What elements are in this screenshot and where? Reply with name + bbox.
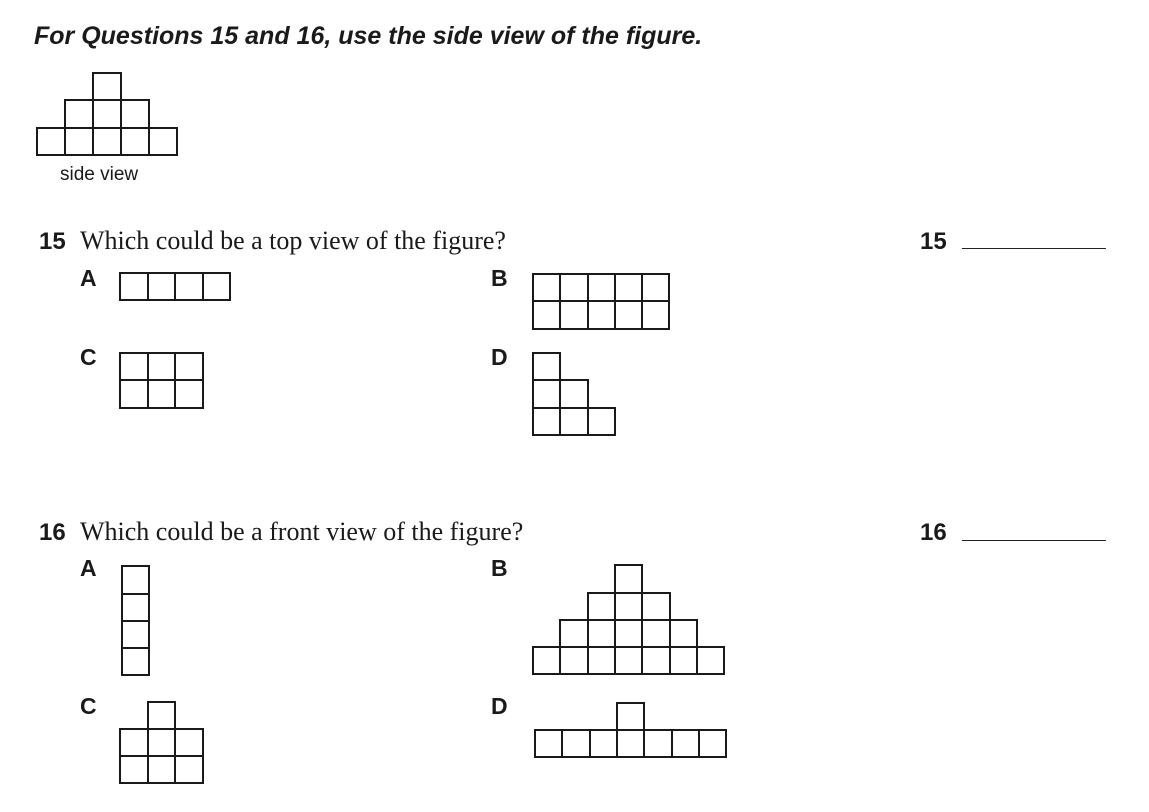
q16-choice-a-label: A (80, 555, 97, 581)
q15-choice-d-figure (533, 353, 615, 435)
q16-choice-c-figure (120, 702, 203, 783)
answer-15-blank[interactable] (962, 248, 1106, 249)
question-16-text: Which could be a front view of the figure? (80, 517, 524, 546)
question-15-text: Which could be a top view of the figure? (80, 226, 506, 255)
q15-choice-c-label: C (80, 344, 97, 370)
q16-choice-a-figure (122, 566, 149, 675)
q15-choice-a-figure (120, 273, 230, 300)
q15-choice-d-label: D (491, 344, 508, 370)
q16-choice-c-label: C (80, 693, 97, 719)
q16-choice-b-figure (533, 565, 724, 674)
answer-15-label: 15 (920, 228, 947, 255)
instruction-heading: For Questions 15 and 16, use the side view of the figure. (34, 22, 703, 50)
q15-choice-b-figure (533, 274, 669, 329)
answer-16-label: 16 (920, 519, 947, 546)
question-16-number: 16 (39, 519, 66, 546)
question-15-number: 15 (39, 228, 66, 255)
side-view-figure (37, 73, 177, 155)
answer-16-blank[interactable] (962, 540, 1106, 541)
q16-choice-d-figure (535, 703, 726, 757)
side-view-caption: side view (60, 164, 139, 185)
q15-choice-a-label: A (80, 265, 97, 291)
q15-choice-c-figure (120, 353, 203, 408)
q16-choice-b-label: B (491, 555, 508, 581)
q15-choice-b-label: B (491, 265, 508, 291)
q16-choice-d-label: D (491, 693, 508, 719)
